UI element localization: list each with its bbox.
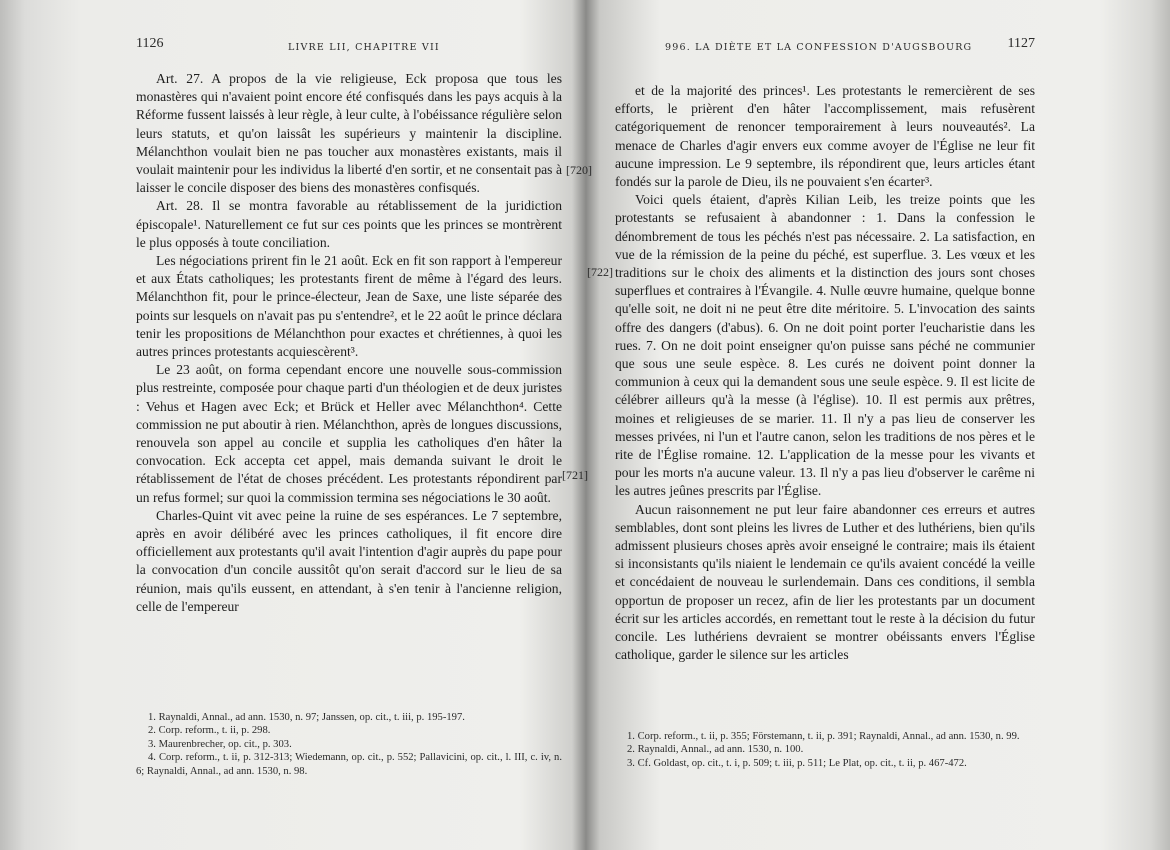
page-number: 1127 bbox=[1007, 36, 1035, 51]
page-number: 1126 bbox=[136, 36, 164, 51]
paragraph: Art. 28. Il se montra favorable au rétablissement de la juridiction épiscopale¹. Naturellement ce fut sur ces points que les princes se montrèrent le plus opposés à toute conciliation. bbox=[136, 198, 562, 250]
margin-ref: [720] bbox=[566, 163, 592, 177]
right-page bbox=[585, 0, 1170, 850]
running-head-title: 996. LA DIÈTE ET LA CONFESSION D'AUGSBOURG bbox=[665, 42, 973, 53]
paragraph: Les négociations prirent fin le 21 août. Eck en fit son rapport à l'empereur et aux États catholiques; les protestants firent de même à l'égard des leurs. Mélanchthon fit, pour le prince-électeur, Jean de Saxe, une liste séparée des points sur lesquels on n'avait pas pu s'entendre², et le 22 août le prince déclara tenir les propositions de Mélanchthon pour exactes et chrétiennes, à quoi les autres princes protestants acquiescèrent³. bbox=[136, 253, 562, 360]
paragraph: Art. 27. A propos de la vie religieuse, Eck proposa que tous les monastères qui n'avaient point encore été confisqués dans les pays acquis à la Réforme fussent laissés à leur règle, à leur culte, à l'obéissance régulière selon leurs statuts, et qu'on laissât les supérieurs y maintenir la discipline. Mélanchthon voulait bien ne pas toucher aux monastères existants, mais il voulait maintenir pour les individus la liberté d'en sortir, et ne consentait pas à laisser le concile disposer des biens des monastères confisqués. bbox=[136, 71, 562, 196]
body-text bbox=[136, 70, 562, 616]
margin-ref: [722] bbox=[587, 265, 613, 279]
paragraph: Charles-Quint vit avec peine la ruine de ses espérances. Le 7 septembre, après en avoir délibéré avec les princes catholiques, il fit encore dire officiellement aux protestants qu'il avait l'intention d'agir auprès du pape pour la convocation d'un concile aussitôt qu'on serait d'accord sur le lieu de sa réunion, mais qu'ils eussent, en attendant, à s'en tenir à l'ancienne religion, celle de l'empereur bbox=[136, 507, 562, 614]
paragraph: Le 23 août, on forma cependant encore une nouvelle sous-commission plus restreinte, composée pour chaque parti d'un théologien et de deux juristes : Vehus et Hagen avec Eck; et Brück et Heller avec Mélanchthon⁴. Cette commission ne put aboutir à rien. Mélanchthon, après de longues discussions, renouvela son appel au concile et supplia les catholiques d'en hâter la convocation. Eck accepta cet appel, mais demanda suivant le droit le rétablissement de l'état de choses précédent. Les protestants répondirent par un refus formel; sur quoi la commission termina ses négociations le 30 août. bbox=[136, 362, 562, 505]
running-head bbox=[615, 36, 1035, 66]
body-text bbox=[615, 82, 1035, 665]
margin-ref: [721] bbox=[562, 468, 588, 482]
paragraph: Voici quels étaient, d'après Kilian Leib, les treize points que les protestants se refusaient à abandonner : 1. Dans la confession le dénombrement de tous les péchés n'est pas nécessaire. 2. La satisfaction, en vue de la rémission de la peine du péché, est superflue. 3. Les vœux et les traditions sur le choix des aliments et la distinction des jours sont choses superflues et contraires à l'Évangile. 4. Nulle œuvre humaine, quelque bonne qu'elle soit, ne doit ni ne peut être dite méritoire. 5. L'invocation des saints offre des dangers (d'abus). 6. On ne doit point porter l'eucharistie dans les rues. 7. On ne doit point enseigner qu'on puisse sans péché ne communier que sous une seule espèce. 8. Les curés ne doivent point donner la communion à ceux qui la demandent sous une seule espèce. 9. Il est licite de célébrer ailleurs qu'à la messe (à l'église). 10. Il est permis aux prêtres, moines et religieuses de se marier. 11. Il n'y a pas lieu de conserver les messes privées, ni l'un et l'autre canon, selon les traditions de nos pères et le rite de l'Église romaine. 12. L'application de la messe pour les vivants et pour les morts n'a aucune valeur. 13. Il n'y a pas lieu d'observer le carême ni les autres jeûnes prescrits par l'Église. bbox=[615, 192, 1035, 499]
footnote: 2. Corp. reform., t. ii, p. 298. bbox=[148, 725, 271, 737]
footnotes bbox=[136, 711, 562, 778]
running-head-title: LIVRE LII, CHAPITRE VII bbox=[288, 42, 440, 53]
paragraph: et de la majorité des princes¹. Les protestants le remercièrent de ses efforts, le prièrent d'en hâter l'accomplissement, mais refusèrent catégoriquement de renoncer temporairement à leurs nouveautés². La menace de Charles d'agir envers eux comme avoyer de l'Église ne leur fit aucune impression. Le 9 septembre, ils répondirent que, leurs articles étant fondés sur la parole de Dieu, ils ne pouvaient s'en écarter³. bbox=[615, 83, 1035, 190]
footnotes bbox=[615, 730, 1035, 770]
footnote: 3. Cf. Goldast, op. cit., t. i, p. 509; t. iii, p. 511; Le Plat, op. cit., t. ii, p. 467-472. bbox=[627, 757, 967, 769]
footnote: 1. Corp. reform., t. ii, p. 355; Förstemann, t. ii, p. 391; Raynaldi, Annal., ad ann. 1530, n. 99. bbox=[627, 731, 1020, 742]
footnote: 1. Raynaldi, Annal., ad ann. 1530, n. 97; Janssen, op. cit., t. iii, p. 195-197. bbox=[148, 712, 465, 723]
footnote: 3. Maurenbrecher, op. cit., p. 303. bbox=[148, 738, 292, 750]
running-head bbox=[136, 36, 562, 66]
footnote: 4. Corp. reform., t. ii, p. 312-313; Wiedemann, op. cit., p. 552; Pallavicini, op. cit., l. III, c. iv, n. 6; Raynaldi, Annal., ad ann. 1530, n. 98. bbox=[136, 752, 562, 777]
paragraph: Aucun raisonnement ne put leur faire abandonner ces erreurs et autres semblables, dont sont pleins les livres de Luther et des luthériens, bien qu'ils admissent plusieurs choses après avoir enseigné le contraire; mais ils étaient si inconsistants qu'ils niaient le lendemain ce qu'ils avaient concédé la veille et concédaient de nouveau le surlendemain. Dans ces conditions, il sembla opportun de proposer un recez, afin de lier les protestants par un document écrit sur les articles accordés, en remettant tout le reste à la décision du futur concile. Les luthériens devraient se montrer obéissants envers l'Église catholique, garder le silence sur les articles bbox=[615, 501, 1035, 663]
footnote: 2. Raynaldi, Annal., ad ann. 1530, n. 100. bbox=[627, 744, 804, 756]
